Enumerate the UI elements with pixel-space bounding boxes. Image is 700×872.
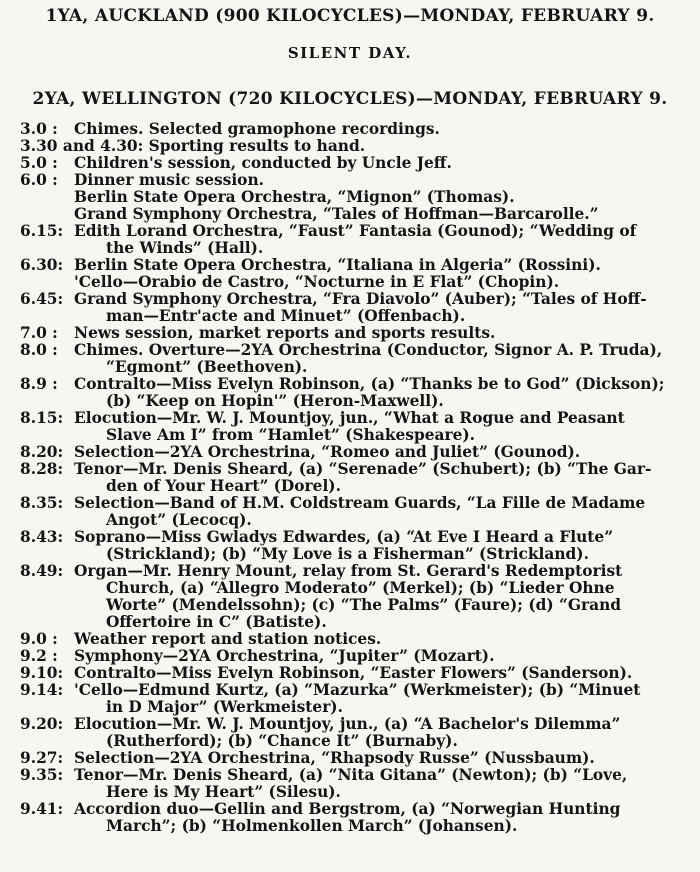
schedule-line [0,410,700,427]
schedule-entry-text: Tenor—Mr. Denis Sheard, (a) “Serenade” (Schubert); (b) “The Gar- [74,460,652,478]
schedule-line [0,546,700,563]
schedule-entry-text: 3.30 and 4.30: Sporting results to hand. [20,137,366,155]
schedule-line [0,801,700,818]
silent-day-notice: SILENT DAY. [287,44,413,62]
schedule-time: 6.0 : [20,171,58,189]
schedule-continuation-text: Offertoire in C” (Batiste). [106,613,327,631]
schedule-entry-text: Accordion duo—Gellin and Bergstrom, (a) “Norwegian Hunting [74,800,621,818]
schedule-entry-text: Dinner music session. [74,171,264,189]
schedule-line [0,563,700,580]
schedule-line [0,257,700,274]
schedule-line [0,716,700,733]
schedule-entry-text: Soprano—Miss Gwladys Edwardes, (a) “At Eve I Heard a Flute” [74,528,614,546]
schedule-entry-text: Edith Lorand Orchestra, “Faust” Fantasia (Gounod); “Wedding of [74,222,637,240]
schedule-time: 6.15: [20,222,64,240]
schedule-time: 9.0 : [20,630,58,648]
schedule-continuation-text: Slave Am I” from “Hamlet” (Shakespeare). [106,426,476,444]
schedule-line [0,240,700,257]
schedule-entry-text: Weather report and station notices. [74,630,382,648]
schedule-entry-text: 'Cello—Orabio de Castro, “Nocturne in E Flat” (Chopin). [74,273,560,291]
schedule-line [0,478,700,495]
schedule-line [0,206,700,223]
schedule-line [0,342,700,359]
schedule-line [0,461,700,478]
schedule-continuation-text: Worte” (Mendelssohn); (c) “The Palms” (Faure); (d) “Grand [106,596,622,614]
schedule-entry-text: Chimes. Selected gramophone recordings. [74,120,440,138]
schedule-time: 8.9 : [20,375,58,393]
schedule-continuation-text: (Strickland); (b) “My Love is a Fisherman” (Strickland). [106,545,589,563]
schedule-line [0,733,700,750]
schedule-line [0,512,700,529]
schedule-line [0,121,700,138]
schedule-continuation-text: den of Your Heart” (Dorel). [106,477,341,495]
schedule-time: 6.45: [20,290,64,308]
schedule-line [0,699,700,716]
schedule-line [0,274,700,291]
schedule-continuation-text: Here is My Heart” (Silesu). [106,783,341,801]
schedule-line [0,648,700,665]
schedule-time: 9.27: [20,749,64,767]
schedule-entry-text: Grand Symphony Orchestra, “Tales of Hoffman—Barcarolle.” [74,205,599,223]
schedule-line [0,597,700,614]
schedule-line [0,393,700,410]
schedule-time: 8.0 : [20,341,58,359]
schedule-line [0,529,700,546]
schedule-entry-text: 'Cello—Edmund Kurtz, (a) “Mazurka” (Werkmeister); (b) “Minuet [74,681,641,699]
schedule-continuation-text: man—Entr'acte and Minuet” (Offenbach). [106,307,466,325]
schedule-line [0,155,700,172]
schedule-entry-text: Elocution—Mr. W. J. Mountjoy, jun., (a) “A Bachelor's Dilemma” [74,715,621,733]
schedule-line [0,665,700,682]
schedule-line [0,750,700,767]
schedule-line [0,682,700,699]
schedule-time: 5.0 : [20,154,58,172]
schedule-time: 6.30: [20,256,64,274]
station-2ya-header: 2YA, WELLINGTON (720 KILOCYCLES)—MONDAY, FEBRUARY 9. [32,89,668,109]
schedule-line [0,580,700,597]
schedule-entry-text: Selection—Band of H.M. Coldstream Guards, “La Fille de Madame [74,494,646,512]
schedule-entry-text: Organ—Mr. Henry Mount, relay from St. Gerard's Redemptorist [74,562,623,580]
schedule-time: 9.2 : [20,647,58,665]
schedule-time: 8.28: [20,460,64,478]
schedule-line [0,631,700,648]
schedule-line [0,614,700,631]
schedule-line [0,308,700,325]
schedule-continuation-text: (Rutherford); (b) “Chance It” (Burnaby). [106,732,458,750]
schedule-continuation-text: “Egmont” (Beethoven). [106,358,308,376]
schedule-time: 8.43: [20,528,64,546]
schedule-line [0,223,700,240]
schedule-entry-text: Contralto—Miss Evelyn Robinson, “Easter Flowers” (Sanderson). [74,664,633,682]
schedule-line [0,767,700,784]
schedule-entry-text: News session, market reports and sports results. [74,324,496,342]
schedule-continuation-text: Church, (a) “Allegro Moderato” (Merkel); (b) “Lieder Ohne [106,579,615,597]
schedule-line [0,818,700,835]
schedule-line [0,427,700,444]
schedule-time: 9.14: [20,681,64,699]
schedule-line [0,359,700,376]
schedule-entry-text: Berlin State Opera Orchestra, “Mignon” (Thomas). [74,188,515,206]
schedule-line [0,495,700,512]
schedule-continuation-text: (b) “Keep on Hopin'” (Heron-Maxwell). [106,392,444,410]
schedule-continuation-text: Angot” (Lecocq). [106,511,252,529]
schedule-time: 9.10: [20,664,64,682]
schedule-time: 9.41: [20,800,64,818]
schedule-time: 9.35: [20,766,64,784]
schedule-entry-text: Berlin State Opera Orchestra, “Italiana in Algeria” (Rossini). [74,256,601,274]
station-1ya-header: 1YA, AUCKLAND (900 KILOCYCLES)—MONDAY, FEBRUARY 9. [45,6,655,26]
schedule-entry-text: Elocution—Mr. W. J. Mountjoy, jun., “What a Rogue and Peasant [74,409,625,427]
schedule-entry-text: Children's session, conducted by Uncle Jeff. [74,154,452,172]
program-schedule [0,121,700,835]
schedule-line [0,172,700,189]
schedule-entry-text: Chimes. Overture—2YA Orchestrina (Conductor, Signor A. P. Truda), [74,341,663,359]
schedule-entry-text: Selection—2YA Orchestrina, “Rhapsody Russe” (Nussbaum). [74,749,595,767]
schedule-line [0,138,700,155]
schedule-time: 8.15: [20,409,64,427]
schedule-entry-text: Contralto—Miss Evelyn Robinson, (a) “Thanks be to God” (Dickson); [74,375,665,393]
schedule-line [0,376,700,393]
schedule-continuation-text: in D Major” (Werkmeister). [106,698,343,716]
schedule-time: 3.0 : [20,120,58,138]
schedule-time: 9.20: [20,715,64,733]
schedule-line [0,444,700,461]
schedule-entry-text: Tenor—Mr. Denis Sheard, (a) “Nita Gitana” (Newton); (b) “Love, [74,766,628,784]
schedule-line [0,291,700,308]
schedule-time: 8.35: [20,494,64,512]
schedule-continuation-text: March”; (b) “Holmenkollen March” (Johansen). [106,817,518,835]
schedule-time: 8.20: [20,443,64,461]
schedule-entry-text: Symphony—2YA Orchestrina, “Jupiter” (Mozart). [74,647,495,665]
schedule-continuation-text: the Winds” (Hall). [106,239,264,257]
schedule-time: 7.0 : [20,324,58,342]
schedule-time: 8.49: [20,562,64,580]
schedule-line [0,784,700,801]
schedule-line [0,325,700,342]
schedule-entry-text: Grand Symphony Orchestra, “Fra Diavolo” (Auber); “Tales of Hoff- [74,290,647,308]
schedule-entry-text: Selection—2YA Orchestrina, “Romeo and Juliet” (Gounod). [74,443,581,461]
schedule-line [0,189,700,206]
